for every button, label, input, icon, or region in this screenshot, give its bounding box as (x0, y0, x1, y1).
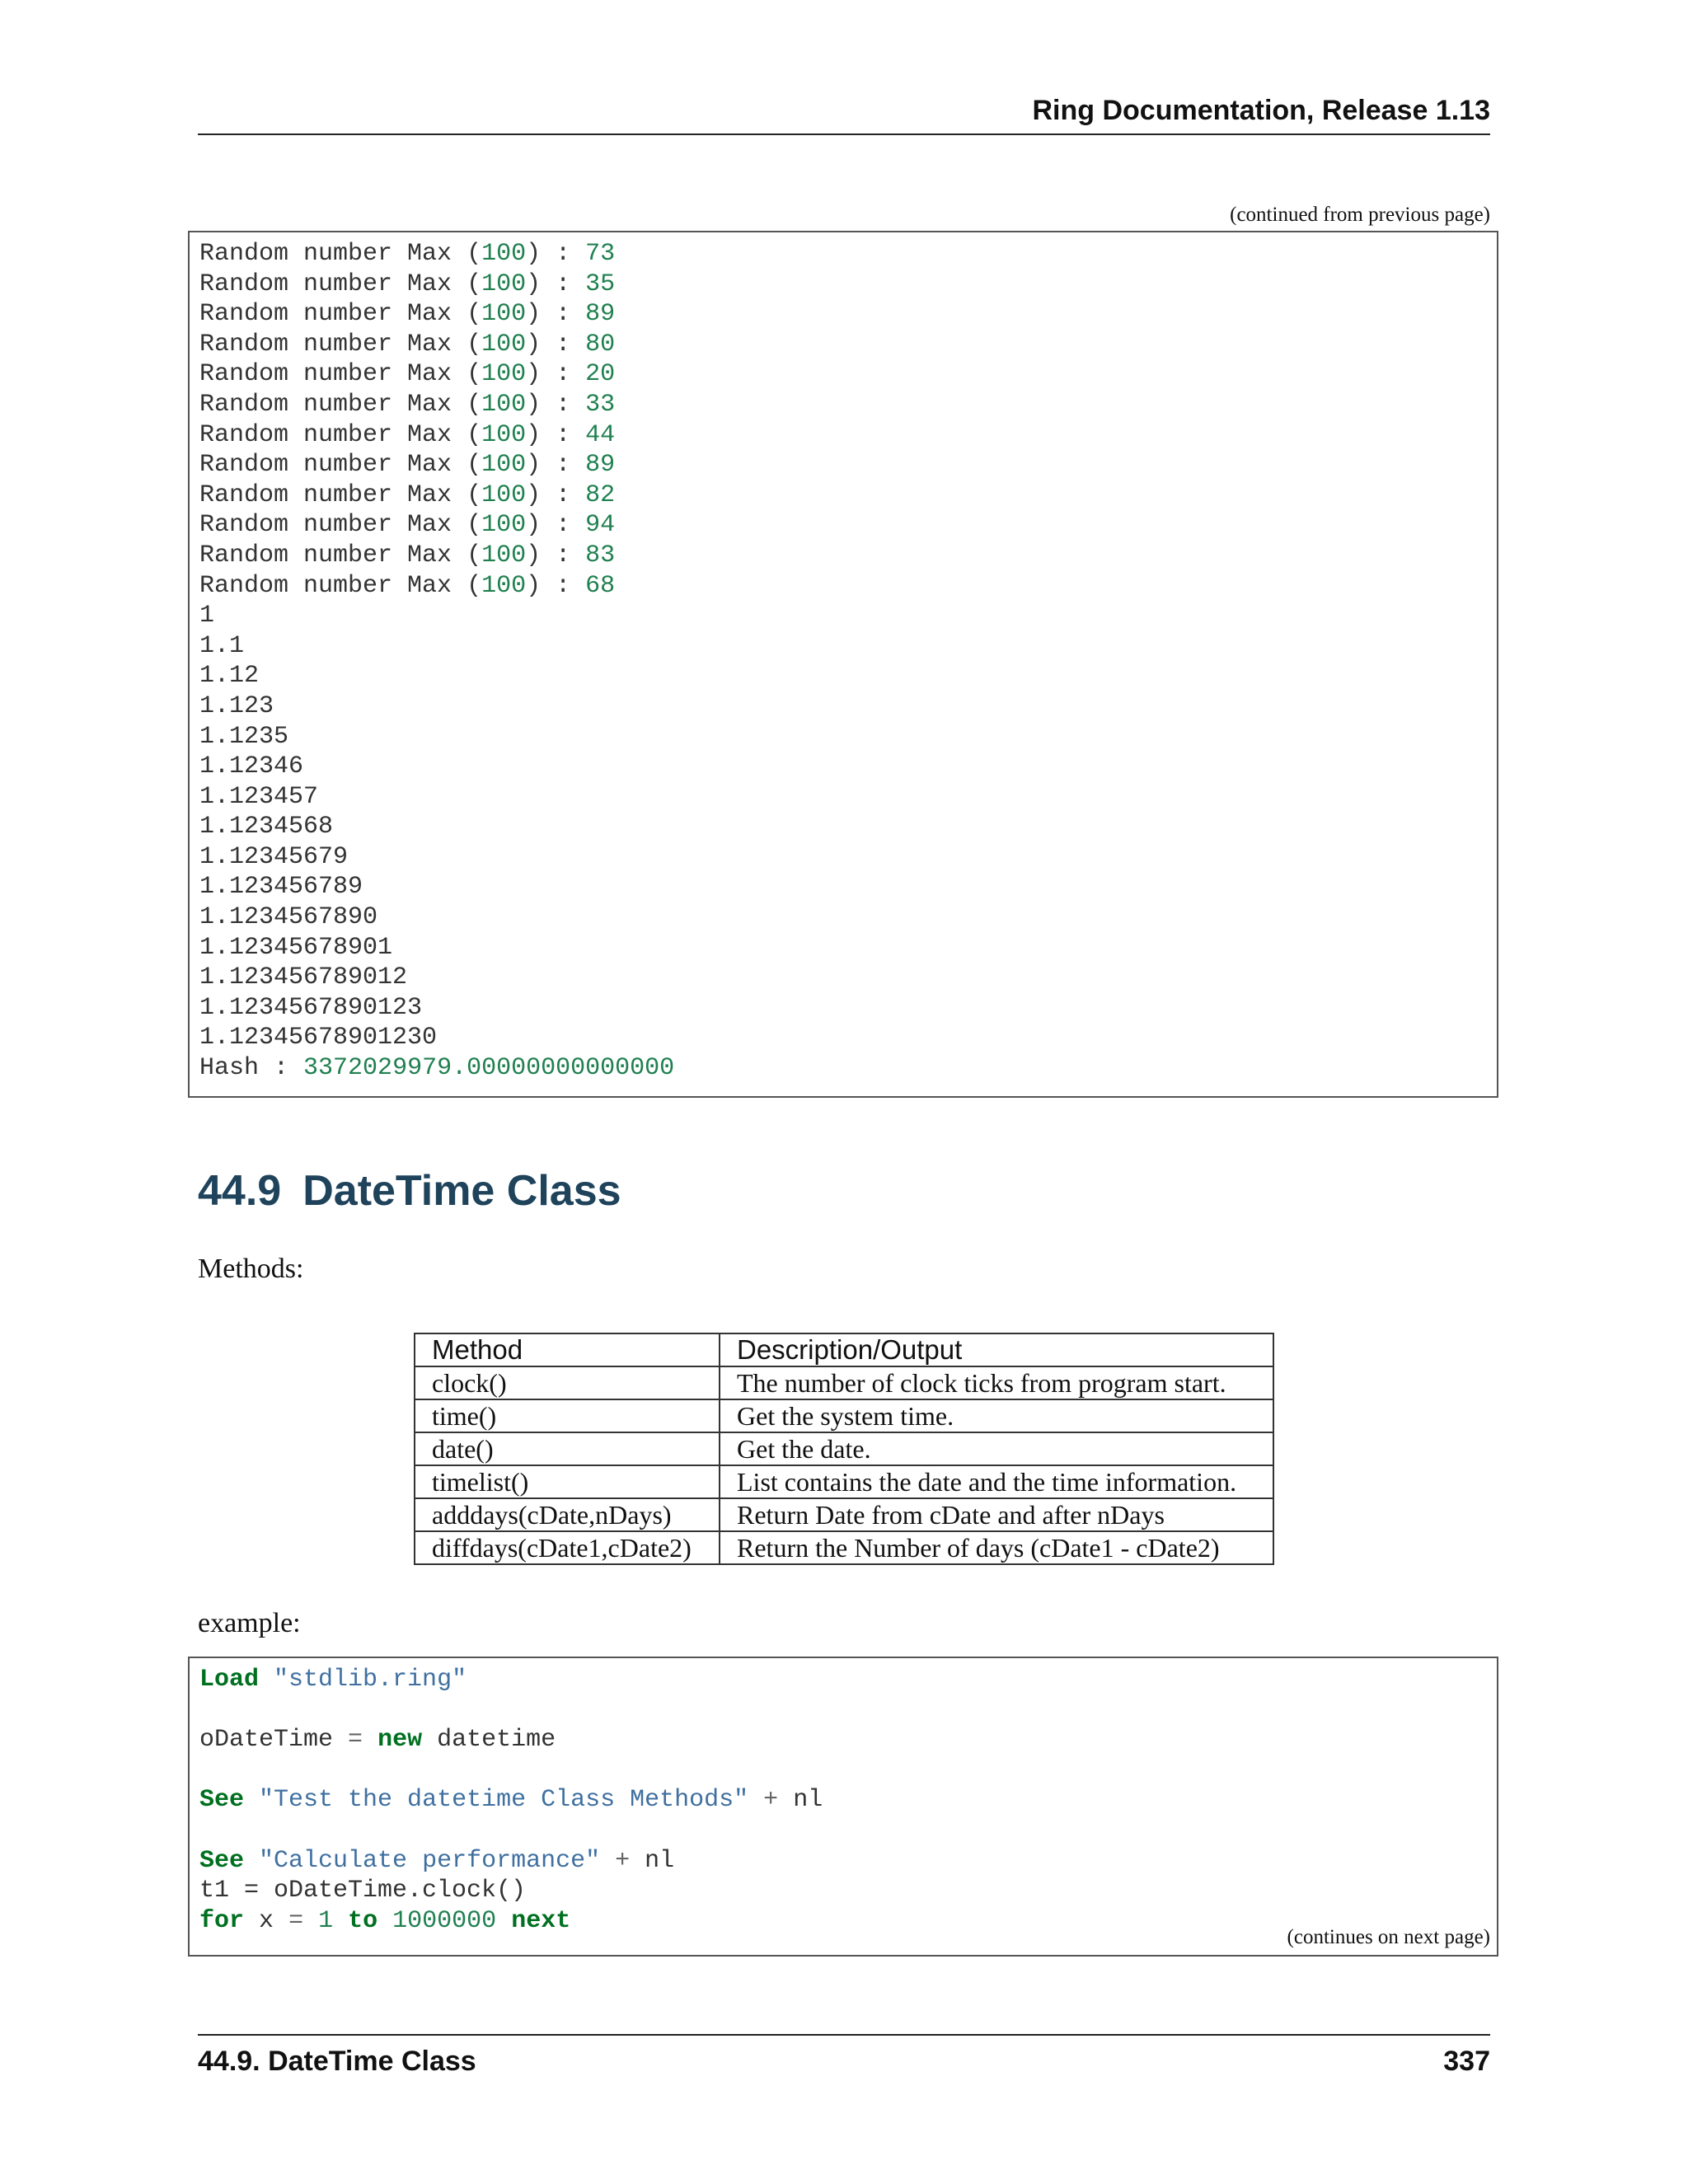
page-footer (198, 2034, 1490, 2085)
random-value: 20 (585, 360, 616, 389)
random-max: 100 (481, 451, 527, 480)
random-value: 35 (585, 269, 616, 298)
keyword-see: See (199, 1846, 245, 1875)
paren-open: ( (467, 269, 482, 298)
random-max: 100 (481, 541, 527, 569)
decimal-output-line: 1.12345678901 (199, 933, 393, 962)
hash-line (199, 1053, 1487, 1084)
table-row (415, 1432, 1273, 1465)
num-start: 1 (318, 1906, 334, 1935)
method-cell: clock() (415, 1366, 720, 1399)
random-output-line (199, 359, 1487, 390)
random-value: 80 (585, 330, 616, 359)
description-cell: Get the date. (720, 1432, 1273, 1465)
colon: : (556, 451, 571, 480)
colon: : (556, 360, 571, 389)
random-label: Random number Max (199, 390, 452, 419)
paren-open: ( (467, 330, 482, 359)
table-row (415, 1465, 1273, 1498)
paren-open: ( (467, 300, 482, 329)
class-datetime: datetime (437, 1726, 556, 1755)
random-max: 100 (481, 420, 527, 449)
decimal-output-line: 1.1234567890 (199, 903, 378, 932)
colon: : (556, 330, 571, 359)
paren-close: ) (526, 300, 542, 329)
op-plus: + (763, 1786, 779, 1815)
code-line-see2 (199, 1846, 1487, 1877)
random-label: Random number Max (199, 571, 452, 600)
paren-close: ) (526, 511, 542, 540)
random-max: 100 (481, 511, 527, 540)
paren-close: ) (526, 360, 542, 389)
decimal-output-line: 1.1234568 (199, 813, 334, 841)
description-cell: Return Date from cDate and after nDays (720, 1498, 1273, 1531)
code-line-blank (199, 1755, 1487, 1786)
random-output-line (199, 571, 1487, 602)
decimal-output-line: 1.12345678901230 (199, 1024, 438, 1052)
example-code-block (188, 1657, 1498, 1957)
decimal-output-line: 1.12345679 (199, 842, 349, 871)
random-value: 83 (585, 541, 616, 569)
random-value: 33 (585, 390, 616, 419)
random-output-line (199, 510, 1487, 541)
decimal-output-line: 1.123456789 (199, 873, 363, 902)
random-output-line (199, 269, 1487, 300)
random-max: 100 (481, 300, 527, 329)
random-output-line (199, 390, 1487, 420)
section-heading (198, 1162, 621, 1220)
paren-close: ) (526, 390, 542, 419)
random-max: 100 (481, 240, 527, 268)
colon: : (556, 300, 571, 329)
decimal-output-line: 1.1 (199, 631, 245, 660)
random-label: Random number Max (199, 480, 452, 509)
paren-close: ) (526, 541, 542, 569)
op-assign: = (288, 1906, 304, 1935)
random-value: 68 (585, 571, 616, 600)
keyword-see: See (199, 1786, 245, 1815)
var-nl: nl (645, 1846, 675, 1875)
var-odatetime: oDateTime (199, 1726, 334, 1755)
paren-open: ( (467, 240, 482, 268)
paren-open: ( (467, 390, 482, 419)
colon: : (556, 269, 571, 298)
keyword-to: to (348, 1906, 378, 1935)
method-cell: diffdays(cDate1,cDate2) (415, 1531, 720, 1564)
description-cell: The number of clock ticks from program start. (720, 1366, 1273, 1399)
num-end: 1000000 (392, 1906, 497, 1935)
decimal-output-line: 1.123456789012 (199, 963, 408, 992)
random-label: Random number Max (199, 240, 452, 268)
random-output-line (199, 330, 1487, 360)
random-max: 100 (481, 480, 527, 509)
keyword-for: for (199, 1906, 245, 1935)
decimal-output-line: 1.1234567890123 (199, 993, 423, 1022)
paren-close: ) (526, 571, 542, 600)
paren-open: ( (467, 541, 482, 569)
colon: : (556, 390, 571, 419)
colon: : (556, 511, 571, 540)
random-value: 82 (585, 480, 616, 509)
methods-label: Methods: (198, 1254, 304, 1284)
random-label: Random number Max (199, 451, 452, 480)
method-cell: adddays(cDate,nDays) (415, 1498, 720, 1531)
page-header (198, 92, 1490, 135)
decimal-output-lines (199, 601, 1487, 1053)
continued-from-note: (continued from previous page) (1230, 204, 1490, 226)
description-cell: Return the Number of days (cDate1 - cDate2) (720, 1531, 1273, 1564)
paren-close: ) (526, 480, 542, 509)
colon: : (556, 240, 571, 268)
output-code-block (188, 231, 1498, 1098)
random-label: Random number Max (199, 420, 452, 449)
example-label: example: (198, 1608, 301, 1638)
paren-open: ( (467, 360, 482, 389)
random-value: 89 (585, 300, 616, 329)
method-cell: timelist() (415, 1465, 720, 1498)
op-assign: = (348, 1726, 363, 1755)
random-output-line (199, 480, 1487, 511)
hash-value: 3372029979.00000000000000 (303, 1054, 675, 1083)
table-row (415, 1366, 1273, 1399)
string-test: "Test the datetime Class Methods" (259, 1786, 749, 1815)
decimal-output-line: 1.12 (199, 662, 260, 691)
footer-section: 44.9. DateTime Class (198, 2046, 476, 2077)
paren-close: ) (526, 240, 542, 268)
table-row (415, 1531, 1273, 1564)
paren-open: ( (467, 571, 482, 600)
random-max: 100 (481, 390, 527, 419)
code-line-blank (199, 1816, 1487, 1846)
decimal-output-line: 1.123 (199, 691, 274, 720)
colon: : (556, 571, 571, 600)
continues-on-note: (continues on next page) (1287, 1926, 1490, 1948)
code-line-see1 (199, 1785, 1487, 1816)
paren-open: ( (467, 480, 482, 509)
description-cell: List contains the date and the time information. (720, 1465, 1273, 1498)
random-output-line (199, 299, 1487, 330)
decimal-output-line: 1.12346 (199, 752, 304, 781)
random-label: Random number Max (199, 541, 452, 569)
paren-close: ) (526, 451, 542, 480)
random-value: 89 (585, 451, 616, 480)
decimal-output-line: 1.123457 (199, 782, 319, 811)
random-label: Random number Max (199, 330, 452, 359)
paren-close: ) (526, 330, 542, 359)
random-max: 100 (481, 269, 527, 298)
random-output-lines (199, 239, 1487, 601)
section-title: DateTime Class (302, 1167, 621, 1215)
random-value: 73 (585, 240, 616, 268)
colon: : (556, 420, 571, 449)
section-number: 44.9 (198, 1167, 282, 1215)
code-line-new (199, 1725, 1487, 1755)
methods-table (414, 1333, 1274, 1565)
method-cell: date() (415, 1432, 720, 1465)
page-number: 337 (1443, 2046, 1490, 2077)
decimal-output-line: 1 (199, 602, 215, 630)
random-label: Random number Max (199, 300, 452, 329)
description-cell: Get the system time. (720, 1399, 1273, 1432)
keyword-load: Load (199, 1666, 260, 1694)
paren-open: ( (467, 451, 482, 480)
random-output-line (199, 450, 1487, 480)
random-output-line (199, 541, 1487, 571)
colon: : (556, 541, 571, 569)
random-label: Random number Max (199, 269, 452, 298)
var-nl: nl (793, 1786, 823, 1815)
method-cell: time() (415, 1399, 720, 1432)
header-description: Description/Output (720, 1333, 1273, 1366)
var-x: x (259, 1906, 274, 1935)
random-max: 100 (481, 330, 527, 359)
random-max: 100 (481, 571, 527, 600)
random-value: 44 (585, 420, 616, 449)
paren-close: ) (526, 420, 542, 449)
code-line-blank (199, 1695, 1487, 1726)
code-line-t1: t1 = oDateTime.clock() (199, 1877, 527, 1905)
colon: : (556, 480, 571, 509)
table-row (415, 1498, 1273, 1531)
random-label: Random number Max (199, 360, 452, 389)
hash-label: Hash : (199, 1054, 289, 1083)
paren-open: ( (467, 420, 482, 449)
header-method: Method (415, 1333, 720, 1366)
table-row (415, 1399, 1273, 1432)
code-line-load (199, 1665, 1487, 1695)
random-output-line (199, 420, 1487, 451)
string-calc: "Calculate performance" (259, 1846, 601, 1875)
keyword-next: next (511, 1906, 571, 1935)
methods-table-body (415, 1366, 1273, 1564)
decimal-output-line: 1.1235 (199, 722, 289, 751)
random-max: 100 (481, 360, 527, 389)
op-plus: + (615, 1846, 631, 1875)
table-header-row (415, 1333, 1273, 1366)
random-label: Random number Max (199, 511, 452, 540)
paren-close: ) (526, 269, 542, 298)
random-value: 94 (585, 511, 616, 540)
keyword-new: new (377, 1726, 423, 1755)
header-title: Ring Documentation, Release 1.13 (1032, 95, 1490, 126)
string-stdlib: "stdlib.ring" (274, 1666, 467, 1694)
random-output-line (199, 239, 1487, 269)
paren-open: ( (467, 511, 482, 540)
